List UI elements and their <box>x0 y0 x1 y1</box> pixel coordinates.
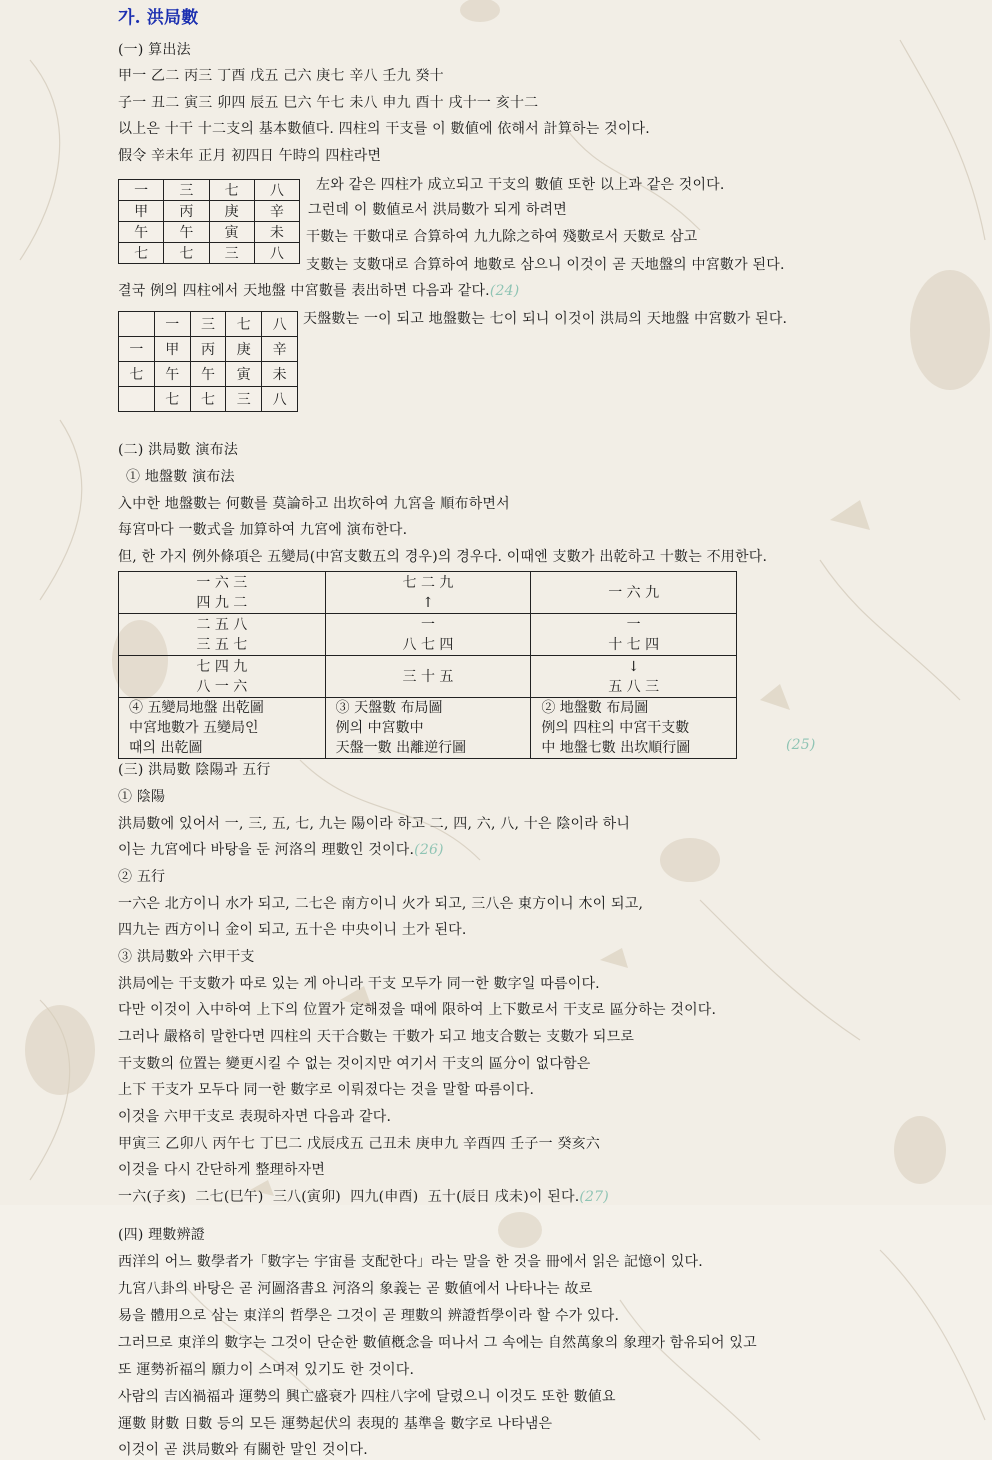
cell-line: 二 五 八 <box>196 616 248 633</box>
text-line <box>118 840 444 860</box>
grid-cell: 七 <box>190 387 226 412</box>
cell-line: 一 <box>626 616 641 633</box>
table-cell <box>325 656 531 698</box>
grid-cell: 庚 <box>226 337 262 362</box>
grid-cell: 八 <box>262 387 298 412</box>
text-line: 子一 丑二 寅三 卯四 辰五 巳六 午七 未八 申九 酉十 戌十一 亥十二 <box>118 95 539 111</box>
text-line: 이것을 六甲干支로 表現하자면 다음과 같다. <box>118 1109 392 1125</box>
grid-row <box>119 312 298 337</box>
text-line: 左와 같은 四柱가 成立되고 干支의 數値 또한 以上과 같은 것이다. <box>316 177 725 193</box>
text-line: 四九는 西方이니 金이 되고, 五十은 中央이니 土가 된다. <box>118 922 467 938</box>
caption-line: 中 地盤七數 出坎順行圖 <box>541 740 691 756</box>
table-cell <box>119 614 326 656</box>
text-line: 支數는 支數대로 合算하여 地數로 삼으니 이것이 곧 天地盤의 中宮數가 된다. <box>306 257 785 273</box>
table-cell <box>531 614 737 656</box>
grid-cell: 午 <box>164 222 209 243</box>
grid-cell: 八 <box>254 180 299 201</box>
grid-cell <box>119 312 155 337</box>
caption-line: 例의 中宮數中 <box>335 720 424 736</box>
grid-cell: 三 <box>226 387 262 412</box>
grid-cell: 一 <box>119 337 155 362</box>
grid-cell: 辛 <box>262 337 298 362</box>
footnote-ref[interactable]: (24) <box>489 283 520 299</box>
cell-line: 三 五 七 <box>196 636 248 653</box>
grid-cell: 七 <box>154 387 190 412</box>
grid-cell: 丙 <box>164 201 209 222</box>
cell-line: 一 <box>420 616 435 633</box>
table-row <box>119 614 737 656</box>
grid-cell: 甲 <box>154 337 190 362</box>
heaven-earth-grid <box>118 311 298 412</box>
table-cell <box>119 572 326 614</box>
text-line <box>118 281 519 301</box>
subheading: ① 陰陽 <box>118 789 166 805</box>
table-row <box>119 698 737 759</box>
caption-line: 때의 出乾圖 <box>129 740 203 756</box>
text-segment: 결국 例의 四柱에서 天地盤 中宮數를 表出하면 다음과 같다. <box>118 283 490 299</box>
cell-line: 三 十 五 <box>402 668 454 685</box>
text-line: 一六은 北方이니 水가 되고, 二七은 南方이니 火가 되고, 三八은 東方이니 木이 되고, <box>118 896 644 912</box>
grid-cell: 午 <box>190 362 226 387</box>
table-cell <box>531 656 737 698</box>
grid-row <box>119 362 298 387</box>
text-line <box>118 1187 609 1207</box>
table-row <box>119 572 737 614</box>
grid-cell: 七 <box>119 362 155 387</box>
text-line: 그러나 嚴格히 말한다면 四柱의 天干合數는 干數가 되고 地支合數는 支數가 되므로 <box>118 1029 635 1045</box>
text-line: 易을 體用으로 삼는 東洋의 哲學은 그것이 곧 理數의 辨證哲學이라 할 수가 있다. <box>118 1308 620 1324</box>
table-cell <box>119 656 326 698</box>
cell-line: 七 四 九 <box>196 658 248 675</box>
grid-cell: 庚 <box>209 201 254 222</box>
text-line: 運數 財數 日數 등의 모든 運勢起伏의 表現的 基準을 數字로 나타냄은 <box>118 1416 553 1432</box>
cell-line: 四 九 二 <box>196 594 248 611</box>
caption-line: ④ 五變局地盤 出乾圖 <box>129 700 264 716</box>
grid-cell: 午 <box>154 362 190 387</box>
grid-cell: 辛 <box>254 201 299 222</box>
grid-cell: 七 <box>226 312 262 337</box>
text-line: 이것을 다시 간단하게 整理하자면 <box>118 1162 326 1178</box>
four-pillars-grid <box>118 179 300 264</box>
grid-cell: 七 <box>164 243 209 264</box>
grid-row <box>119 201 300 222</box>
table-cell <box>325 614 531 656</box>
section-title: 가. 洪局數 <box>118 8 199 28</box>
caption-line: 中宮地數가 五變局인 <box>129 720 259 736</box>
grid-cell: 未 <box>262 362 298 387</box>
cell-line: 十 七 四 <box>608 636 660 653</box>
text-line: 甲一 乙二 丙三 丁酉 戊五 己六 庚七 辛八 壬九 癸十 <box>118 68 444 84</box>
grid-cell: 七 <box>119 243 164 264</box>
text-line: 以上은 十干 十二支의 基本數値다. 四柱의 干支를 이 數値에 依해서 計算하는 것이다. <box>118 121 650 137</box>
text-line: 干數는 干數대로 合算하여 九九除之하여 殘數로서 天數로 삼고 <box>306 229 698 245</box>
cell-line: 一 六 九 <box>608 584 660 601</box>
cell-line: 八 七 四 <box>402 636 454 653</box>
caption-cell <box>531 698 737 759</box>
subheading: ③ 洪局數와 六甲干支 <box>118 949 255 965</box>
caption-line: ③ 天盤數 布局圖 <box>335 700 443 716</box>
grid-cell: 午 <box>119 222 164 243</box>
grid-cell: 三 <box>164 180 209 201</box>
grid-cell: 甲 <box>119 201 164 222</box>
text-line: 다만 이것이 入中하여 上下의 位置가 定해졌을 때에 限하여 上下數로서 干支로 區分하는 것이다. <box>118 1002 717 1018</box>
grid-cell: 寅 <box>209 222 254 243</box>
text-line: 天盤數는 一이 되고 地盤數는 七이 되니 이것이 洪局의 天地盤 中宮數가 된다. <box>303 311 788 327</box>
text-segment: 이는 九宮에다 바탕을 둔 河洛의 理數인 것이다. <box>118 842 415 858</box>
text-line: 甲寅三 乙卯八 丙午七 丁巳二 戊辰戌五 己丑未 庚申九 辛酉四 壬子一 癸亥六 <box>118 1136 601 1152</box>
text-line: 九宮八卦의 바탕은 곧 河圖洛書요 河洛의 象義는 곧 數値에서 나타나는 故로 <box>118 1281 593 1297</box>
grid-cell: 一 <box>154 312 190 337</box>
text-line: 上下 干支가 모두다 同一한 數字로 이뤄졌다는 것을 말할 따름이다. <box>118 1082 535 1098</box>
subheading: ② 五行 <box>118 869 166 885</box>
table-cell <box>531 572 737 614</box>
footnote-ref[interactable]: (25) <box>786 737 816 753</box>
caption-line: 例의 四柱의 中宮干支數 <box>541 720 690 736</box>
table-row <box>119 656 737 698</box>
text-line: 이것이 곧 洪局數와 有關한 말인 것이다. <box>118 1442 368 1458</box>
heading-distribution-method: (二) 洪局數 演布法 <box>118 442 239 458</box>
grid-cell: 八 <box>254 243 299 264</box>
grid-cell: 寅 <box>226 362 262 387</box>
grid-cell: 未 <box>254 222 299 243</box>
caption-cell <box>119 698 326 759</box>
caption-cell <box>325 698 531 759</box>
text-line: 但, 한 가지 例外條項은 五變局(中宮支數五의 경우)의 경우다. 이때엔 支數가 出乾하고 十數는 不用한다. <box>118 549 768 565</box>
grid-cell <box>119 387 155 412</box>
table-cell <box>325 572 531 614</box>
arrow-down-icon: ↓ <box>627 658 640 675</box>
text-line: 干支數의 位置는 變更시킬 수 없는 것이지만 여기서 干支의 區分이 없다함은 <box>118 1056 591 1072</box>
cell-line: 一 六 三 <box>196 574 248 591</box>
text-line: 그러므로 東洋의 數字는 그것이 단순한 數値槪念을 떠나서 그 속에는 自然萬象의 象理가 함유되어 있고 <box>118 1335 757 1351</box>
grid-cell: 七 <box>209 180 254 201</box>
heading-calculation-method: (一) 算出法 <box>118 42 191 58</box>
text-line: 假令 辛未年 正月 初四日 午時의 四柱라면 <box>118 148 382 164</box>
grid-cell: 三 <box>190 312 226 337</box>
arrow-up-icon: ↑ <box>422 594 434 611</box>
distribution-table <box>118 571 737 759</box>
text-line: 사람의 吉凶禍福과 運勢의 興亡盛衰가 四柱八字에 달렸으니 이것도 또한 數値요 <box>118 1389 616 1405</box>
heading-number-dialectics: (四) 理數辨證 <box>118 1227 205 1243</box>
subheading: ① 地盤數 演布法 <box>126 469 235 485</box>
caption-line: ② 地盤數 布局圖 <box>541 700 649 716</box>
cell-line: 七 二 九 <box>402 574 454 591</box>
grid-row <box>119 387 298 412</box>
text-line: 西洋의 어느 數學者가「數字는 宇宙를 支配한다」라는 말을 한 것을 冊에서 읽은 記憶이 있다. <box>118 1254 703 1270</box>
grid-cell: 一 <box>119 180 164 201</box>
grid-cell: 丙 <box>190 337 226 362</box>
text-line: 洪局數에 있어서 一, 三, 五, 七, 九는 陽이라 하고 二, 四, 六, 八, 十은 陰이라 하니 <box>118 816 631 832</box>
grid-cell: 三 <box>209 243 254 264</box>
text-line: 洪局에는 干支數가 따로 있는 게 아니라 干支 모두가 同一한 數字일 따름이다. <box>118 976 600 992</box>
grid-row <box>119 222 300 243</box>
grid-cell: 八 <box>262 312 298 337</box>
text-line: 每宮마다 一數式을 加算하여 九宮에 演布한다. <box>118 522 408 538</box>
grid-row <box>119 337 298 362</box>
footnote-ref[interactable]: (27) <box>579 1189 609 1205</box>
cell-line: 八 一 六 <box>196 678 248 695</box>
grid-row <box>119 243 300 264</box>
cell-line: 五 八 三 <box>608 678 660 695</box>
text-line: 入中한 地盤數는 何數를 莫論하고 出坎하여 九宮을 順布하면서 <box>118 496 510 512</box>
text-line: 그런데 이 數値로서 洪局數가 되게 하려면 <box>308 202 567 218</box>
caption-line: 天盤一數 出離逆行圖 <box>335 740 467 756</box>
text-segment: 一六(子亥) 二七(巳午) 三八(寅卯) 四九(申酉) 五十(辰日 戌未)이 된다. <box>118 1189 580 1205</box>
footnote-ref[interactable]: (26) <box>414 842 444 858</box>
heading-yin-yang-five-elements: (三) 洪局數 陰陽과 五行 <box>118 762 271 778</box>
grid-row <box>119 180 300 201</box>
text-line: 또 運勢祈福의 願力이 스며져 있기도 한 것이다. <box>118 1362 415 1378</box>
